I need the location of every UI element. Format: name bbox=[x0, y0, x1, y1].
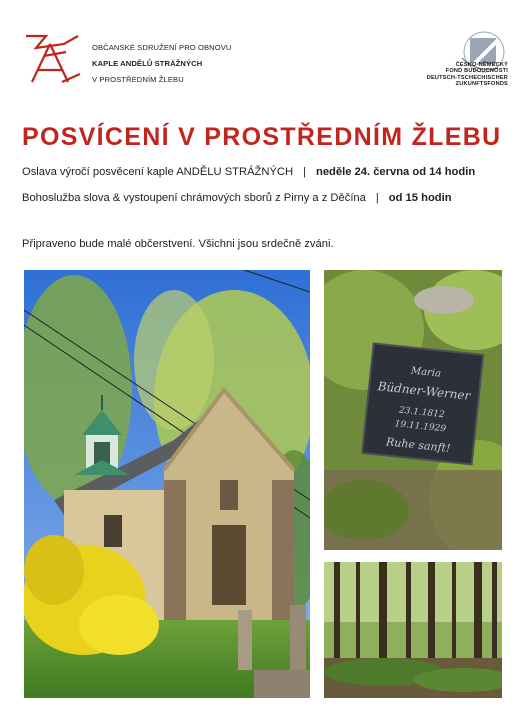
plaque-text: 23.1.1812 bbox=[398, 405, 445, 421]
event-date-time: neděle 24. června od 14 hodin bbox=[315, 166, 476, 178]
angel-logo-icon bbox=[22, 30, 84, 86]
photo-memorial-plaque bbox=[324, 270, 502, 550]
event-program-text: Bohoslužba slova & vystoupení chrámových sborů z Pirny a z Děčína bbox=[22, 192, 366, 204]
event-program-time: od 15 hodin bbox=[388, 192, 452, 204]
event-celebration-text: Oslava výročí posvěcení kaple ANDĚLU STRÁŽNÝCH bbox=[22, 166, 294, 178]
fund-name-line: ČESKO-NĚMECKÝ bbox=[455, 62, 508, 68]
photo-forest bbox=[324, 562, 502, 698]
fund-name-line: ZUKUNFTSFONDS bbox=[455, 81, 508, 88]
org-name-line: KAPLE ANDĚLŮ STRÁŽNÝCH bbox=[92, 59, 203, 68]
plaque-text: Ruhe sanft! bbox=[385, 435, 452, 456]
plaque-text: 19.11.1929 bbox=[394, 419, 447, 435]
org-name-line: V PROSTŘEDNÍM ŽLEBU bbox=[92, 75, 184, 84]
fund-name-line: FOND BUDOUCNOSTI bbox=[445, 68, 508, 75]
fund-name bbox=[427, 62, 508, 88]
plaque-text: Maria bbox=[410, 365, 442, 380]
event-refreshments-text: Připraveno bude malé občerstvení. Všichni jsou srdečně zváni. bbox=[22, 238, 334, 250]
plaque-text: Büdner-Werner bbox=[377, 379, 471, 403]
separator: | bbox=[303, 166, 306, 178]
fund-logo bbox=[412, 28, 512, 94]
separator: | bbox=[375, 192, 379, 204]
org-logo bbox=[22, 30, 84, 86]
event-title: POSVÍCENÍ V PROSTŘEDNÍM ŽLEBU bbox=[22, 123, 502, 151]
event-info-line-2 bbox=[22, 192, 452, 204]
org-name bbox=[92, 40, 232, 88]
event-info-line-1 bbox=[22, 166, 475, 178]
org-name-line: OBČANSKÉ SDRUŽENÍ PRO OBNOVU bbox=[92, 43, 232, 52]
fund-name-line: DEUTSCH-TSCHECHISCHER bbox=[426, 74, 508, 81]
photo-chapel bbox=[24, 270, 310, 698]
